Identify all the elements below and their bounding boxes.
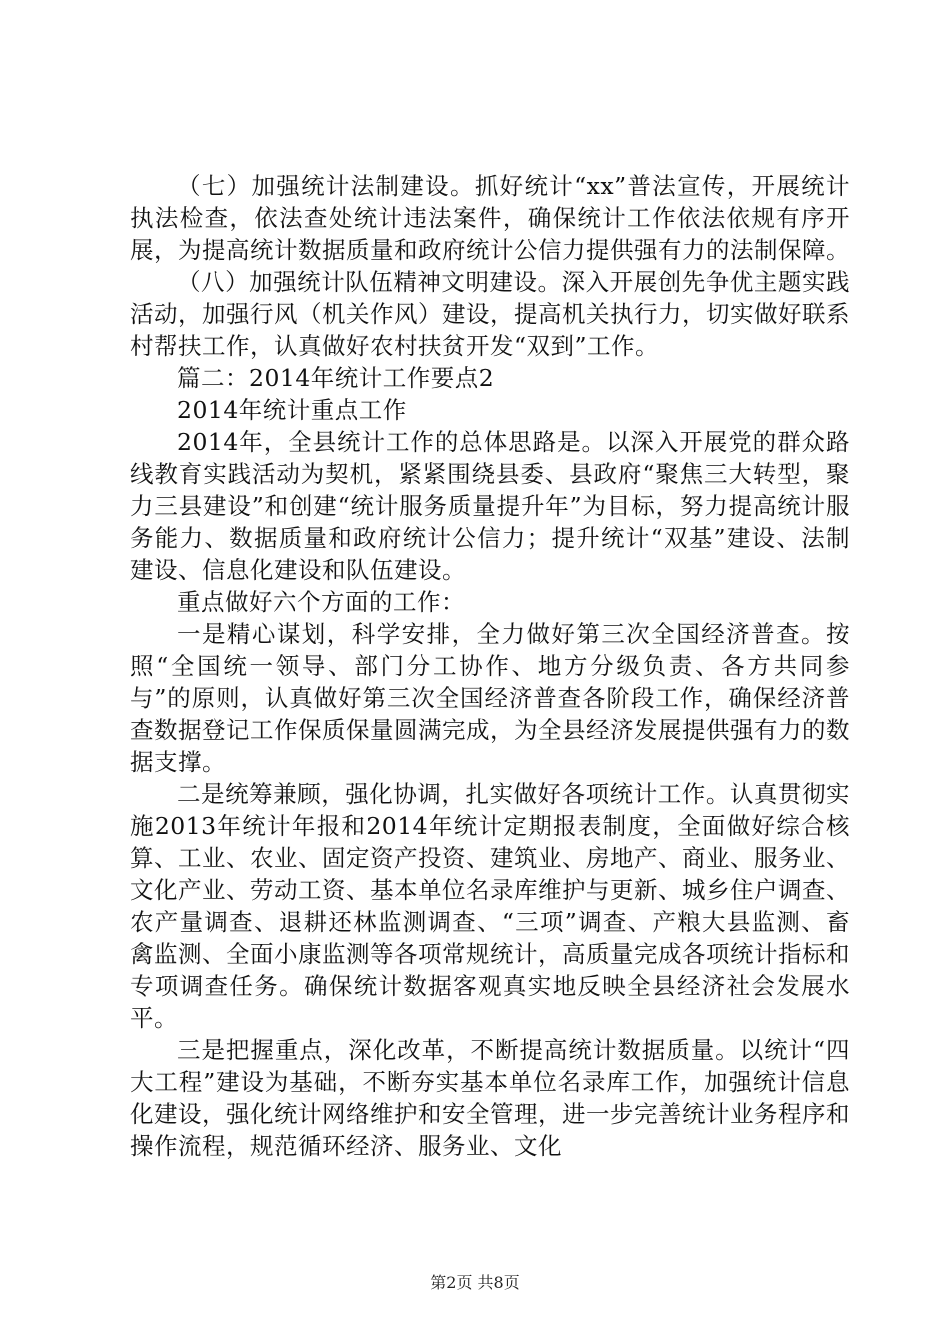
- paragraph-overall-approach: 2014年，全县统计工作的总体思路是。以深入开展党的群众路线教育实践活动为契机，紧紧围绕县委、县政府“聚焦三大转型，聚力三县建设”和创建“统计服务质量提升年”为目标，努力提高统计服务能力、数据质量和政府统计公信力；提升统计“双基”建设、法制建设、信息化建设和队伍建设。: [130, 428, 850, 584]
- paragraph-point-2: 二是统筹兼顾，强化协调，扎实做好各项统计工作。认真贯彻实施2013年统计年报和2014年统计定期报表制度，全面做好综合核算、工业、农业、固定资产投资、建筑业、房地产、商业、服务业、文化产业、劳动工资、基本单位名录库维护与更新、城乡住户调查、农产量调查、退耕还林监测调查、“三项”调查、产粮大县监测、畜禽监测、全面小康监测等各项常规统计，高质量完成各项统计指标和专项调查任务。确保统计数据客观真实地反映全县经济社会发展水平。: [130, 780, 850, 1032]
- paragraph-point-3: 三是把握重点，深化改革，不断提高统计数据质量。以统计“四大工程”建设为基础，不断夯实基本单位名录库工作，加强统计信息化建设，强化统计网络维护和安全管理，进一步完善统计业务程序和操作流程，规范循环经济、服务业、文化: [130, 1036, 850, 1160]
- paragraph-section-7: （七）加强统计法制建设。抓好统计“xx”普法宣传，开展统计执法检查，依法查处统计违法案件，确保统计工作依法依规有序开展，为提高统计数据质量和政府统计公信力提供强有力的法制保障。: [130, 172, 850, 264]
- chapter-heading: 篇二：2014年统计工作要点2: [177, 364, 495, 392]
- page-footer: 第2页 共8页: [430, 1273, 520, 1292]
- document-body: [130, 170, 850, 1162]
- section-title: 2014年统计重点工作: [177, 396, 407, 424]
- paragraph-six-aspects: 重点做好六个方面的工作：: [177, 588, 465, 616]
- paragraph-point-1: 一是精心谋划，科学安排，全力做好第三次全国经济普查。按照“全国统一领导、部门分工协作、地方分级负责、各方共同参与”的原则，认真做好第三次全国经济普查各阶段工作，确保经济普查数据登记工作保质保量圆满完成，为全县经济发展提供强有力的数据支撑。: [130, 620, 850, 776]
- paragraph-section-8: （八）加强统计队伍精神文明建设。深入开展创先争优主题实践活动，加强行风（机关作风）建设，提高机关执行力，切实做好联系村帮扶工作，认真做好农村扶贫开发“双到”工作。: [130, 268, 850, 360]
